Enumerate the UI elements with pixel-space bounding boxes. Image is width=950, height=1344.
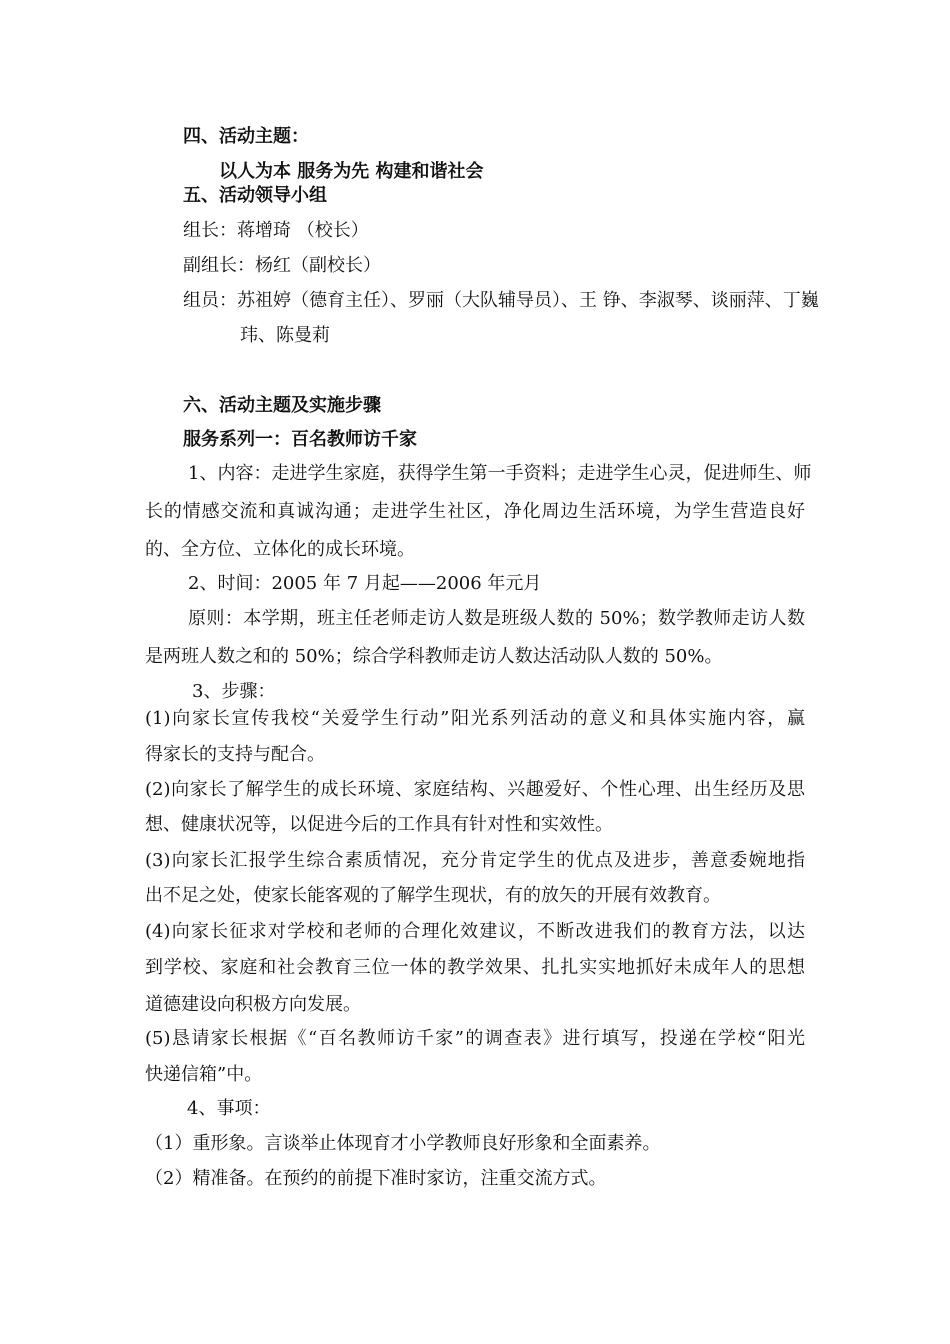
team-members-line-2: 玮、陈曼莉 (240, 325, 330, 346)
step-line: (4)向家长征求对学校和老师的合理化效建议，不断改进我们的教育方法，以达 (145, 921, 805, 942)
section-6-heading: 六、活动主题及实施步骤 (183, 395, 381, 416)
activity-theme: 以人为本 服务为先 构建和谐社会 (219, 161, 484, 182)
section-5-heading: 五、活动领导小组 (183, 185, 327, 206)
content-line: 长的情感交流和真诚沟通；走进学生社区，净化周边生活环境，为学生营造良好 (145, 501, 805, 522)
step-line: (5)恳请家长根据《“百名教师访千家”的调查表》进行填写，投递在学校“阳光 (145, 1028, 805, 1049)
principle-line: 原则：本学期，班主任老师走访人数是班级人数的 50%；数学教师走访人数 (188, 608, 805, 629)
service-series-title: 服务系列一：百名教师访千家 (183, 429, 417, 450)
step-line: 到学校、家庭和社会教育三位一体的教学效果、扎扎实实地抓好未成年人的思想 (145, 957, 805, 978)
content-line: 的、全方位、立体化的成长环境。 (145, 539, 415, 560)
matters-heading: 4、事项： (187, 1098, 271, 1119)
step-line: 得家长的支持与配合。 (145, 744, 325, 765)
team-leader: 组长：蒋增琦 （校长） (183, 220, 369, 241)
step-line: 出不足之处，使家长能客观的了解学生现状，有的放矢的开展有效教育。 (145, 885, 721, 906)
step-line: (1)向家长宣传我校“关爱学生行动”阳光系列活动的意义和具体实施内容，赢 (145, 708, 805, 729)
section-4-heading: 四、活动主题： (183, 126, 309, 147)
matter-line: （1）重形象。言谈举止体现育才小学教师良好形象和全面素养。 (145, 1133, 661, 1154)
principle-line: 是两班人数之和的 50%；综合学科教师走访人数达活动队人数的 50%。 (145, 646, 723, 667)
time-line: 2、时间：2005 年 7 月起——2006 年元月 (188, 573, 542, 594)
step-line: 想、健康状况等，以促进今后的工作具有针对性和实效性。 (145, 814, 613, 835)
step-line: (2)向家长了解学生的成长环境、家庭结构、兴趣爱好、个性心理、出生经历及思 (145, 779, 805, 800)
team-vice-leader: 副组长：杨红（副校长） (183, 255, 381, 276)
steps-heading: 3、步骤： (192, 681, 276, 702)
team-members-line-1: 组员：苏祖婷（德育主任）、罗丽（大队辅导员）、王 铮、李淑琴、谈丽萍、丁巍 (183, 290, 819, 311)
step-line: 道德建设向积极方向发展。 (145, 994, 361, 1015)
matter-line: （2）精准备。在预约的前提下准时家访，注重交流方式。 (145, 1168, 607, 1189)
content-line: 1、内容：走进学生家庭，获得学生第一手资料；走进学生心灵，促进师生、师 (188, 463, 812, 484)
step-line: (3)向家长汇报学生综合素质情况，充分肯定学生的优点及进步，善意委婉地指 (145, 850, 805, 871)
step-line: 快递信箱”中。 (145, 1064, 263, 1085)
